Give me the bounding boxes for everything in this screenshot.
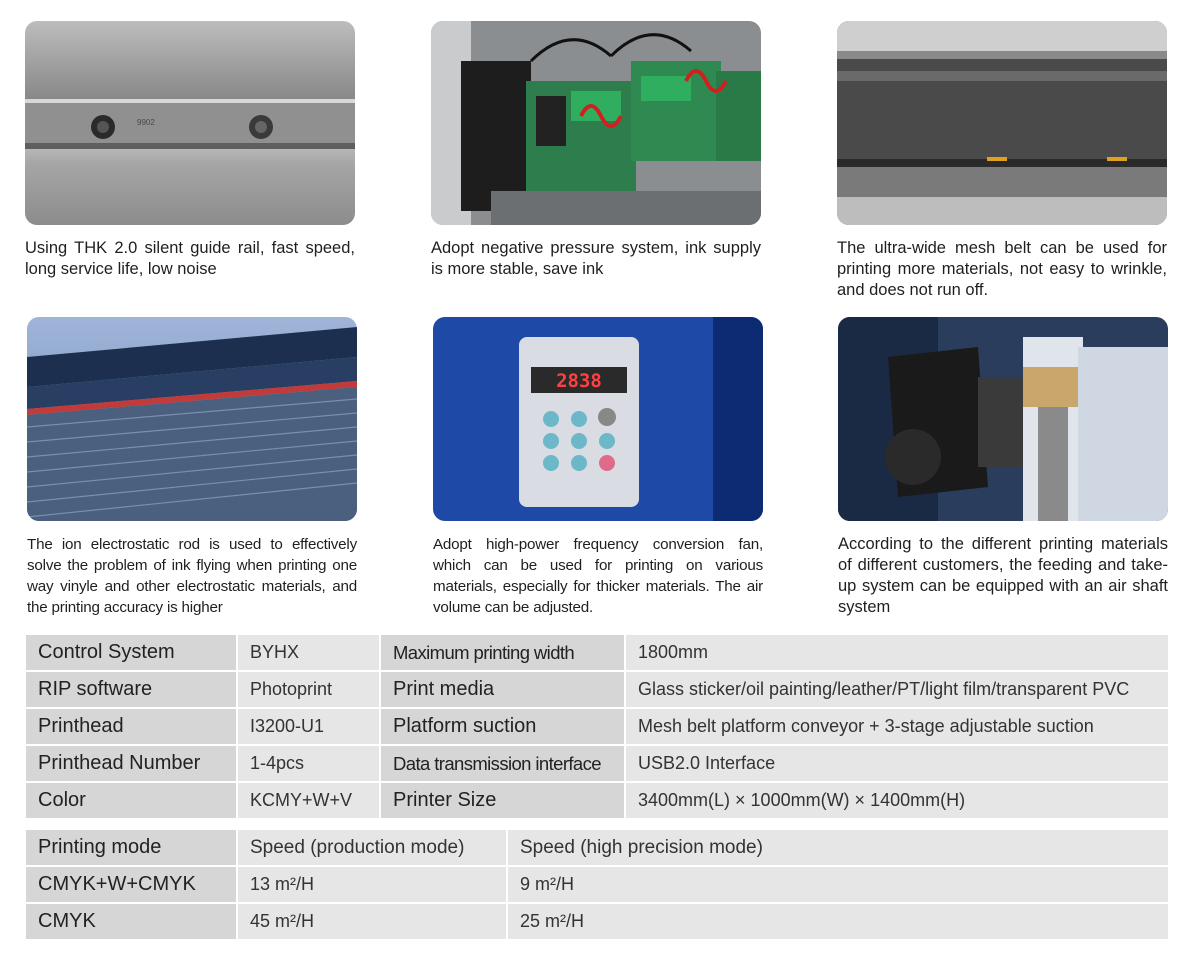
speed-precision: 25 m²/H	[508, 904, 1168, 941]
spec-key: Print media	[381, 672, 626, 709]
spec-row	[26, 709, 1168, 746]
speed-header: Printing mode	[26, 830, 238, 867]
spec-key: RIP software	[26, 672, 238, 709]
spec-value: BYHX	[238, 635, 381, 672]
feature-electrostatic-rod	[27, 317, 357, 618]
speed-header-row	[26, 830, 1168, 867]
spec-value: 1800mm	[626, 635, 1168, 672]
spec-value: Photoprint	[238, 672, 381, 709]
spec-value: Glass sticker/oil painting/leather/PT/light film/transparent PVC	[626, 672, 1168, 709]
rail-engraving: 9902	[137, 118, 155, 127]
spec-row	[26, 746, 1168, 783]
speed-production: 45 m²/H	[238, 904, 508, 941]
speed-header: Speed (production mode)	[238, 830, 508, 867]
spec-row	[26, 672, 1168, 709]
negative-pressure-board-photo	[431, 21, 761, 225]
spec-key: Printer Size	[381, 783, 626, 820]
mesh-belt-photo	[837, 21, 1167, 225]
caption-negative-pressure: Adopt negative pressure system, ink supply is more stable, save ink	[431, 239, 761, 278]
caption-guide-rail: Using THK 2.0 silent guide rail, fast speed, long service life, low noise	[25, 239, 355, 278]
spec-row	[26, 783, 1168, 820]
spec-row	[26, 635, 1168, 672]
spec-value: KCMY+W+V	[238, 783, 381, 820]
speed-production: 13 m²/H	[238, 867, 508, 904]
spec-key: Data transmission interface	[381, 746, 626, 783]
spec-key: Color	[26, 783, 238, 820]
caption-conversion-fan: Adopt high-power frequency conversion fan, which can be used for printing on various materials, especially for thicker materials. The air volume can be adjusted.	[433, 536, 763, 616]
speed-table	[26, 830, 1168, 941]
feature-negative-pressure	[431, 21, 761, 280]
caption-mesh-belt: The ultra-wide mesh belt can be used for printing more materials, not easy to wrinkle, and does not run off.	[837, 239, 1167, 299]
spec-value: I3200-U1	[238, 709, 381, 746]
feature-air-shaft	[838, 317, 1168, 618]
spec-value: 3400mm(L) × 1000mm(W) × 1400mm(H)	[626, 783, 1168, 820]
speed-row	[26, 904, 1168, 941]
speed-mode: CMYK+W+CMYK	[26, 867, 238, 904]
speed-row	[26, 867, 1168, 904]
guide-rail-photo	[25, 21, 355, 225]
caption-electrostatic-rod: The ion electrostatic rod is used to effectively solve the problem of ink flying when printing one way vinyle and other electrostatic materials, and the printing accuracy is higher	[27, 536, 357, 616]
spec-key: Maximum printing width	[381, 635, 626, 672]
spec-value: 1-4pcs	[238, 746, 381, 783]
spec-key: Printhead Number	[26, 746, 238, 783]
spec-value: Mesh belt platform conveyor + 3-stage adjustable suction	[626, 709, 1168, 746]
spec-key: Printhead	[26, 709, 238, 746]
spec-value: USB2.0 Interface	[626, 746, 1168, 783]
spec-table	[26, 635, 1168, 820]
speed-header: Speed (high precision mode)	[508, 830, 1168, 867]
speed-precision: 9 m²/H	[508, 867, 1168, 904]
controller-display: 2838	[556, 370, 602, 392]
spec-key: Control System	[26, 635, 238, 672]
feature-conversion-fan	[433, 317, 763, 618]
caption-air-shaft: According to the different printing materials of different customers, the feeding and take-up system can be equipped with an air shaft system	[838, 535, 1168, 616]
air-shaft-photo	[838, 317, 1168, 521]
feature-mesh-belt	[837, 21, 1167, 301]
spec-key: Platform suction	[381, 709, 626, 746]
feature-guide-rail	[25, 21, 355, 280]
frequency-controller-photo	[433, 317, 763, 521]
speed-mode: CMYK	[26, 904, 238, 941]
electrostatic-rod-photo	[27, 317, 357, 521]
